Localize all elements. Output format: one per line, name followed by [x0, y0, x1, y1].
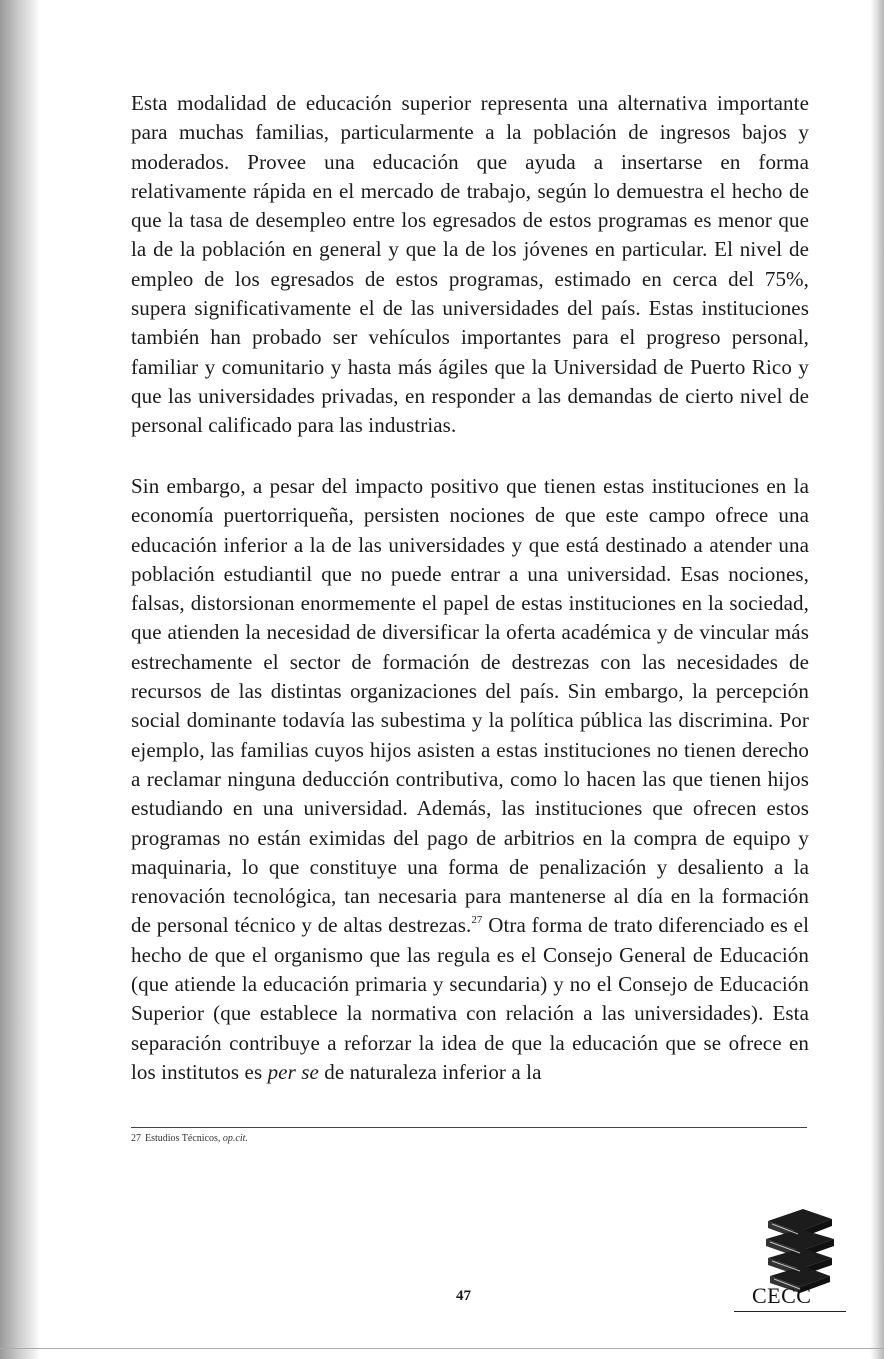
- footnote-divider: [131, 1127, 807, 1128]
- footnote: [131, 1133, 248, 1144]
- page-number: 47: [456, 1288, 471, 1304]
- footnote-number: 27: [131, 1133, 141, 1144]
- logo-underline: [734, 1311, 846, 1312]
- footnote-text: Estudios Técnicos,: [145, 1133, 221, 1144]
- paragraph-1-text: Esta modalidad de educación superior representa una alternativa importante para muchas familias, particularmente a la población de ingresos bajos y moderados. Provee una educación que ayuda a insertarse en forma relativamente rápida en el mercado de trabajo, según lo demuestra el hecho de que la tasa de desempleo entre los egresados de estos programas es menor que la de la población en general y que la de los jóvenes en particular. El nivel de empleo de los egresados de estos programas, estimado en cerca del 75%, supera significativamente el de las universidades del país. Estas instituciones también han probado ser vehículos importantes para el progreso personal, familiar y comunitario y hasta más ágiles que la Universidad de Puerto Rico y que las universidades privadas, en responder a las demandas de cierto nivel de personal calificado para las industrias.: [131, 91, 809, 438]
- scan-left-shadow: [0, 0, 40, 1359]
- paragraph-2: [131, 472, 809, 1087]
- footnote-reference: 27: [471, 914, 483, 927]
- paragraph-2-text-c: de naturaleza inferior a la: [318, 1059, 542, 1084]
- logo-text: CECC: [752, 1283, 812, 1308]
- paragraph-1: [131, 89, 809, 441]
- paragraph-2-italic: per se: [267, 1059, 319, 1084]
- scan-right-shadow: [870, 0, 884, 1359]
- page-bottom-edge: [0, 1348, 884, 1349]
- footnote-italic: op.cit.: [222, 1133, 248, 1144]
- paragraph-2-text-b: Otra forma de trato diferenciado es el hecho de que el organismo que las regula es el Consejo General de Educación (que atiende la educación primaria y secundaria) y no el Consejo de Educación Superior (que establece la normativa con relación a las universidades). Esta separación contribuye a reforzar la idea de que la educación que se ofrece en los institutos es: [131, 913, 810, 1084]
- paragraph-2-text-a: Sin embargo, a pesar del impacto positivo que tienen estas instituciones en la economía puertorriqueña, persisten nociones de que este campo ofrece una educación inferior a la de las universidades y que está destinado a atender una población estudiantil que no puede entrar a una universidad. Esas nociones, falsas, distorsionan enormemente el papel de estas instituciones en la sociedad, que atienden la necesidad de diversificar la oferta académica y de vincular más estrechamente el sector de formación de destrezas con las necesidades de recursos de las distintas organizaciones del país. Sin embargo, la percepción social dominante todavía las subestima y la política pública las discrimina. Por ejemplo, las familias cuyos hijos asisten a estas instituciones no tienen derecho a reclamar ninguna deducción contributiva, como lo hacen las que tienen hijos estudiando en una universidad. Además, las instituciones que ofrecen estos programas no están eximidas del pago de arbitrios en la compra de equipo y maquinaria, lo que constituye una forma de penalización y desaliento a la renovación tecnológica, tan necesaria para mantenerse al día en la formación de personal técnico y de altas destrezas.: [131, 474, 809, 938]
